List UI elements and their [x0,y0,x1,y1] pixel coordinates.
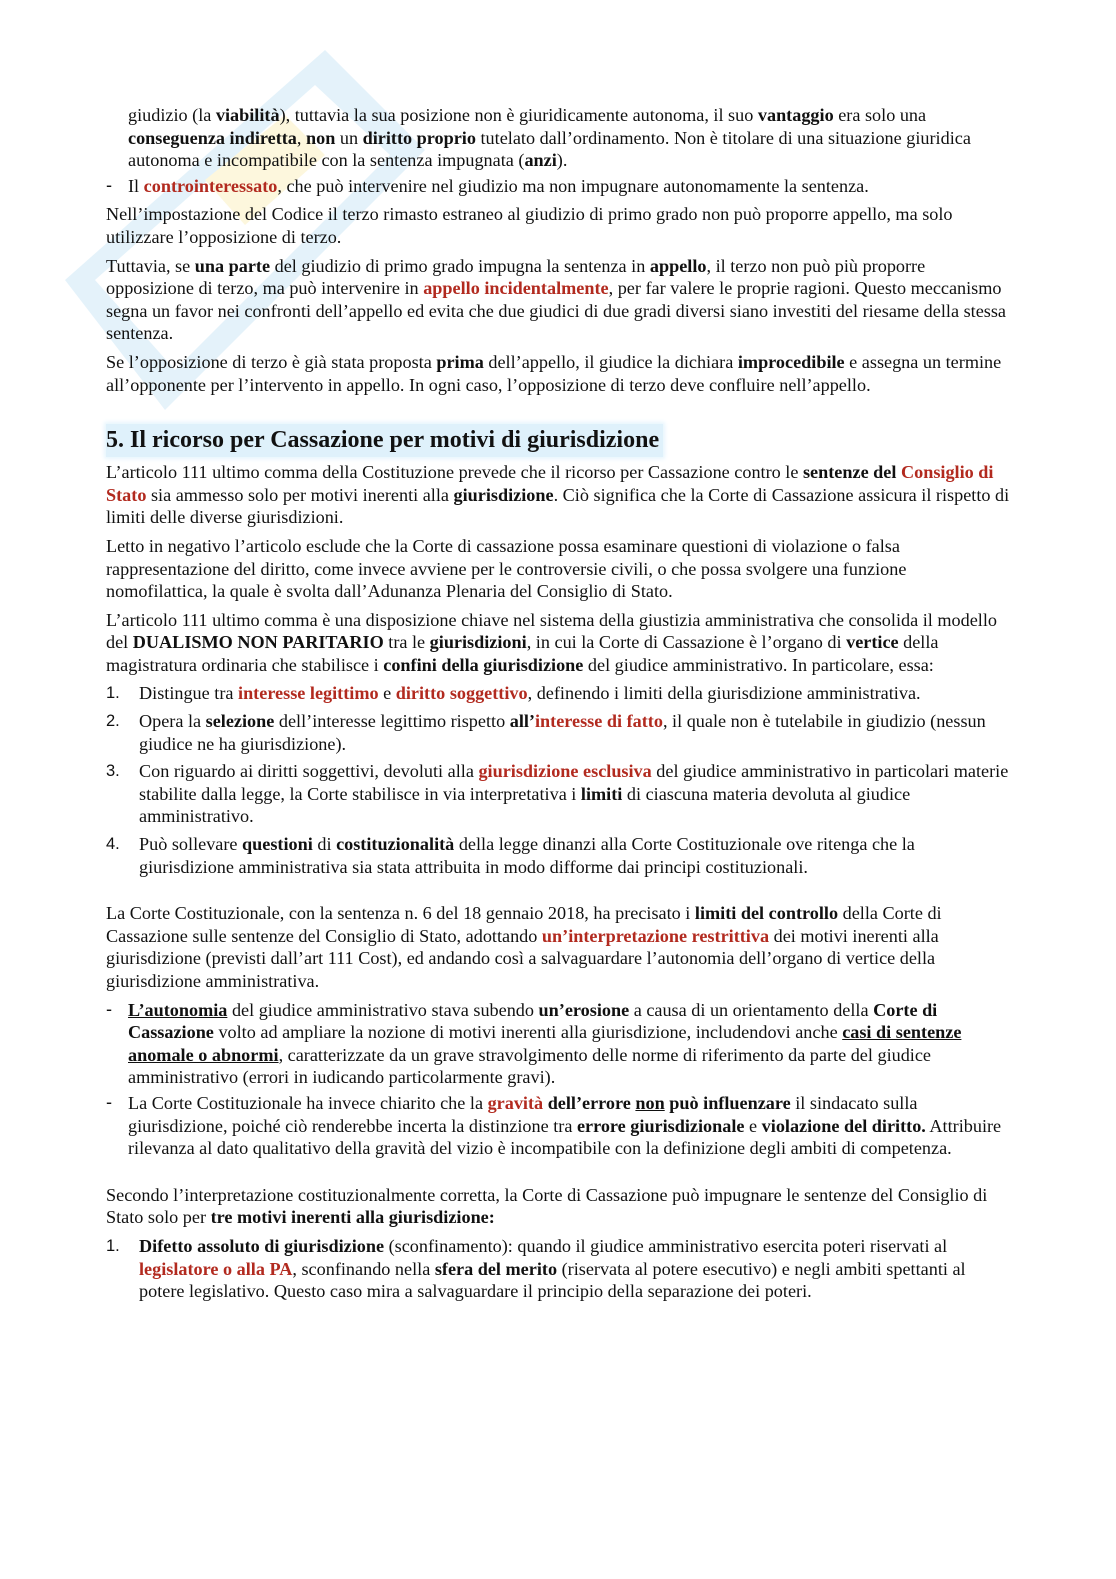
list-item: 1. Difetto assoluto di giurisdizione (sconfinamento): quando il giudice amministrativo esercita poteri riservati al legislatore o alla PA, sconfinando nella sfera del merito (riservata al potere esecutivo) e negli ambiti spettanti al potere legislativo. Questo caso mira a salvaguardare il principio della separazione dei poteri. [106,1235,966,1302]
dash-bullet-icon: - [106,174,113,195]
paragraph: L’articolo 111 ultimo comma è una disposizione chiave nel sistema della giustizia amministrativa che consolida il modello del DUALISMO NON PARITARIO tra le giurisdizioni, in cui la Corte di Cassazione è l’organo di vertice della magistratura ordinaria che stabilisce i confini della giurisdizione del giudice amministrativo. In particolare, essa: [106,609,997,675]
numbered-list [106,1235,1012,1303]
bullet-list [106,175,1012,198]
list-item: - Il controinteressato, che può intervenire nel giudizio ma non impugnare autonomamente la sentenza. [106,174,869,196]
list-number: 4. [106,835,120,854]
paragraph: L’articolo 111 ultimo comma della Costituzione prevede che il ricorso per Cassazione contro le sentenze del Consiglio di Stato sia ammesso solo per motivi inerenti alla giurisdizione. Ciò significa che la Corte di Cassazione assicura il rispetto di limiti delle diverse giurisdizioni. [106,462,1010,528]
paragraph: La Corte Costituzionale, con la sentenza n. 6 del 18 gennaio 2018, ha precisato i limiti del controllo della Corte di Cassazione sulle sentenze del Consiglio di Stato, adottando un’interpretazione restrittiva dei motivi inerenti alla giurisdizione (previsti dall’art 111 Cost), ed andando così a salvaguardare l’autonomia dell’organo di vertice della giurisdizione amministrativa. [106,903,942,991]
list-number: 1. [106,1236,120,1255]
dash-bullet-icon: - [106,1091,113,1112]
paragraph: Letto in negativo l’articolo esclude che la Corte di cassazione possa esaminare questioni di violazione o falsa rappresentazione del diritto, come invece avviene per le controversie civili, o che possa svolgere una funzione nomofilattica, la quale è svolta dall’Adunanza Plenaria del Consiglio di Stato. [106,535,907,602]
paragraph: Tuttavia, se una parte del giudizio di primo grado impugna la sentenza in appello, il terzo non può più proporre opposizione di terzo, ma può intervenire in appello incidentalmente, per far valere le proprie ragioni. Questo meccanismo segna un favor nei confronti dell’appello ed evita che due giudici di due gradi diversi siano investiti del riesame della stessa sentenza. [106,255,1006,344]
spacer [106,884,1012,902]
list-item: - L’autonomia del giudice amministrativo stava subendo un’erosione a causa di un orientamento della Corte di Cassazione volto ad ampliare la nozione di motivi inerenti alla giurisdizione, includendovi anche casi di sentenze anomale o abnormi, caratterizzate da un grave stravolgimento delle norme di riferimento da parte del giudice amministrativo (errori in iudicando particolarmente gravi). [106,998,962,1088]
list-item: 4. Può sollevare questioni di costituzionalità della legge dinanzi alla Corte Costituzionale ove ritenga che la giurisdizione amministrativa sia stata attribuita in modo difforme dai principi costituzionali. [106,834,915,877]
section-heading: 5. Il ricorso per Cassazione per motivi di giurisdizione [106,424,663,457]
spacer [106,1166,1012,1184]
list-item: - La Corte Costituzionale ha invece chiarito che la gravità dell’errore non può influenzare il sindacato sulla giurisdizione, poiché ciò renderebbe incerta la distinzione tra errore giurisdizionale e violazione del diritto. Attribuire rilevanza al dato qualitativo della gravità del vizio è incompatibile con la definizione degli ambiti di competenza. [106,1091,1002,1159]
paragraph: Se l’opposizione di terzo è già stata proposta prima dell’appello, il giudice la dichiara improcedibile e assegna un termine all’opponente per l’intervento in appello. In ogni caso, l’opposizione di terzo deve confluire nell’appello. [106,351,1002,395]
dash-bullet-icon: - [106,998,113,1019]
section-heading-wrap [106,424,1012,457]
list-item: 2. Opera la selezione dell’interesse legittimo rispetto all’interesse di fatto, il quale non è tutelabile in giudizio (nessun giudice ne ha giurisdizione). [106,711,986,754]
list-number: 3. [106,762,120,781]
list-number: 1. [106,684,120,703]
bullet-list [106,999,1012,1160]
list-item: 1. Distingue tra interesse legittimo e diritto soggettivo, definendo i limiti della giurisdizione amministrativa. [106,683,921,704]
list-number: 2. [106,712,120,731]
list-item: 3. Con riguardo ai diritti soggettivi, devoluti alla giurisdizione esclusiva del giudice amministrativo in particolari materie stabilite dalla legge, la Corte stabilisce in via interpretativa i limiti di ciascuna materia devoluta al giudice amministrativo. [106,761,1009,827]
document-page [106,104,1012,1309]
numbered-list [106,682,1012,878]
paragraph-continuation: giudizio (la viabilità), tuttavia la sua posizione non è giuridicamente autonoma, il suo vantaggio era solo una conseguenza indiretta, non un diritto proprio tutelato dall’ordinamento. Non è titolare di una situazione giuridica autonoma e incompatibile con la sentenza impugnata (anzi). [128,105,971,171]
paragraph: Secondo l’interpretazione costituzionalmente corretta, la Corte di Cassazione può impugnare le sentenze del Consiglio di Stato solo per tre motivi inerenti alla giurisdizione: [106,1184,988,1228]
paragraph: Nell’impostazione del Codice il terzo rimasto estraneo al giudizio di primo grado non può proporre appello, ma solo utilizzare l’opposizione di terzo. [106,204,953,247]
